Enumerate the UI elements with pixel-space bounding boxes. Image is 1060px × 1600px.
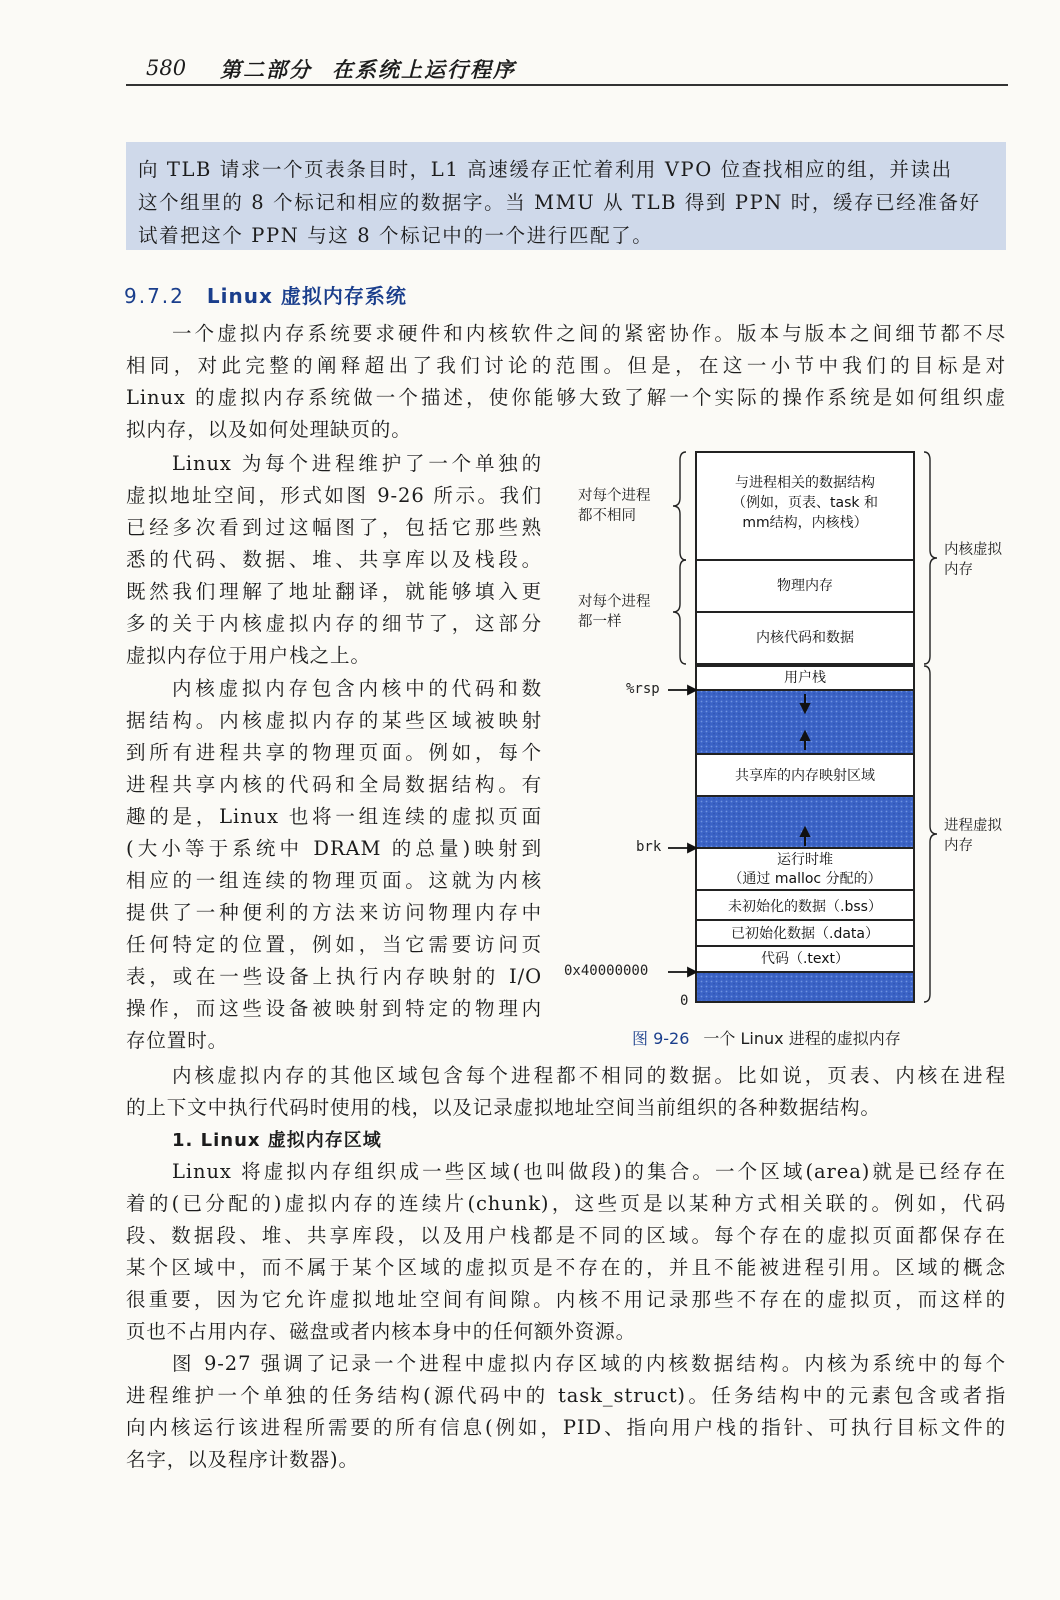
text-line: Linux 为每个进程维护了一个单独的 [172, 452, 542, 475]
brace-right-process [924, 666, 937, 1002]
text-line: 操作，而这些设备被映射到特定的物理内 [126, 997, 542, 1020]
text-line: 一个虚拟内存系统要求硬件和内核软件之间的紧密协作。版本与版本之间细节都不尽 [172, 322, 1006, 345]
brace-left-1 [673, 452, 686, 560]
text-line: 相应的一组连续的物理页面。这就为内核 [126, 869, 542, 892]
label-rsp: %rsp [626, 681, 660, 697]
page-header [126, 48, 1008, 86]
label-data: 已初始化数据（.data） [731, 926, 879, 942]
shaded-line: 这个组里的 8 个标记和相应的数据字。当 MMU 从 TLB 得到 PPN 时，缓存已经准备好 [138, 191, 981, 214]
text-line: 的上下文中执行代码时使用的栈，以及记录虚拟地址空间当前组织的各种数据结构。 [126, 1096, 881, 1119]
label-kernel-virtual-memory: 内核虚拟 内存 [944, 542, 1002, 578]
section-title: Linux 虚拟内存系统 [206, 284, 407, 308]
figure-caption-text: 一个 Linux 进程的虚拟内存 [703, 1029, 901, 1048]
label-user-stack: 用户栈 [784, 670, 826, 686]
text-line: 趣的是，Linux 也将一组连续的虚拟页面 [126, 805, 542, 828]
label-kernel-code: 内核代码和数据 [756, 630, 854, 646]
text-line: 到所有进程共享的物理页面。例如，每个 [126, 741, 542, 764]
text-line: 向内核运行该进程所需要的所有信息(例如，PID、指向用户栈的指针、可执行目标文件的 [126, 1416, 1006, 1439]
text-line: 内核虚拟内存的其他区域包含每个进程都不相同的数据。比如说，页表、内核在进程 [172, 1064, 1006, 1087]
label-process-structs: 与进程相关的数据结构 （例如，页表、task 和 mm结构，内核栈） [732, 475, 878, 531]
label-physical-memory: 物理内存 [777, 578, 833, 594]
text-line: 进程共享内核的代码和全局数据结构。有 [126, 773, 542, 796]
text-line: Linux 将虚拟内存组织成一些区域(也叫做段)的集合。一个区域(area)就是已经存在 [172, 1160, 1006, 1183]
label-process-virtual-memory: 进程虚拟 内存 [944, 818, 1002, 854]
text-line: 既然我们理解了地址翻译，就能够填入更 [126, 580, 542, 603]
text-line: 段、数据段、堆、共享库段，以及用户栈都是不同的区域。每个存在的虚拟页面都保存在 [126, 1224, 1006, 1247]
part-label: 第二部分 [220, 57, 312, 82]
brace-right-kernel [924, 452, 937, 664]
text-line: 存位置时。 [126, 1029, 229, 1052]
section-heading [124, 280, 407, 309]
text-line: 表，或在一些设备上执行内存映射的 I/O [126, 965, 542, 988]
text-line: 提供了一种便利的方法来访问物理内存中 [126, 901, 542, 924]
text-line: 已经多次看到过这幅图了，包括它那些熟 [126, 516, 542, 539]
text-line: 内核虚拟内存包含内核中的代码和数 [172, 677, 542, 700]
text-line: 多的关于内核虚拟内存的细节了，这部分 [126, 612, 542, 635]
shaded-line: 向 TLB 请求一个页表条目时，L1 高速缓存正忙着利用 VPO 位查找相应的组，并读出 [138, 158, 953, 181]
label-per-process-same: 对每个进程 都一样 [578, 594, 651, 630]
text-line: 名字，以及程序计数器)。 [126, 1448, 359, 1471]
label-address: 0x40000000 [564, 963, 649, 979]
figure-caption [632, 1026, 901, 1049]
text-line: 悉的代码、数据、堆、共享库以及栈段。 [126, 548, 542, 571]
label-heap: 运行时堆 （通过 malloc 分配的） [728, 852, 882, 887]
free-region-3 [696, 972, 914, 1002]
brace-left-2 [673, 560, 686, 664]
brk-arrow [668, 844, 696, 852]
label-shared-libs: 共享库的内存映射区域 [735, 768, 875, 784]
text-line: 拟内存，以及如何处理缺页的。 [126, 418, 412, 441]
page-number: 580 [146, 56, 187, 80]
addr-arrow [668, 968, 696, 976]
text-line: 图 9-27 强调了记录一个进程中虚拟内存区域的内核数据结构。内核为系统中的每个 [172, 1352, 1006, 1375]
text-line: 很重要，因为它允许虚拟地址空间有间隙。内核不用记录那些不存在的虚拟页，而这样的 [126, 1288, 1006, 1311]
text-line: 任何特定的位置，例如，当它需要访问页 [126, 933, 542, 956]
label-text: 代码（.text） [760, 951, 850, 967]
text-line: 据结构。内核虚拟内存的某些区域被映射 [126, 709, 542, 732]
label-per-process-different: 对每个进程 都不相同 [578, 488, 651, 524]
text-line: 着的(已分配的)虚拟内存的连续片(chunk)，这些页是以某种方式相关联的。例如，代码 [126, 1192, 1006, 1215]
label-bss: 未初始化的数据（.bss） [728, 899, 882, 915]
figure-number: 图 9-26 [632, 1029, 690, 1048]
text-line: 虚拟内存位于用户栈之上。 [126, 644, 371, 667]
text-line: 相同，对此完整的阐释超出了我们讨论的范围。但是，在这一小节中我们的目标是对 [126, 354, 1006, 377]
text-line: 页也不占用内存、磁盘或者内核本身中的任何额外资源。 [126, 1320, 637, 1343]
shaded-note [126, 142, 1006, 250]
part-title: 在系统上运行程序 [332, 57, 516, 82]
text-line: 虚拟地址空间，形式如图 9-26 所示。我们 [126, 484, 542, 507]
label-zero: 0 [680, 993, 689, 1009]
text-line: 进程维护一个单独的任务结构(源代码中的 task_struct)。任务结构中的元素包含或者指 [126, 1384, 1006, 1407]
subheading: 1. Linux 虚拟内存区域 [172, 1130, 382, 1151]
text-line: Linux 的虚拟内存系统做一个描述，使你能够大致了解一个实际的操作系统是如何组织虚 [126, 386, 1006, 409]
text-line: 某个区域中，而不属于某个区域的虚拟页是不存在的，并且不能被进程引用。区域的概念 [126, 1256, 1006, 1279]
label-brk: brk [636, 839, 662, 855]
section-number: 9.7.2 [124, 284, 185, 308]
shaded-line: 试着把这个 PPN 与这 8 个标记中的一个进行匹配了。 [138, 224, 654, 247]
text-line: (大小等于系统中 DRAM 的总量)映射到 [126, 837, 542, 860]
rsp-arrow [668, 686, 696, 694]
